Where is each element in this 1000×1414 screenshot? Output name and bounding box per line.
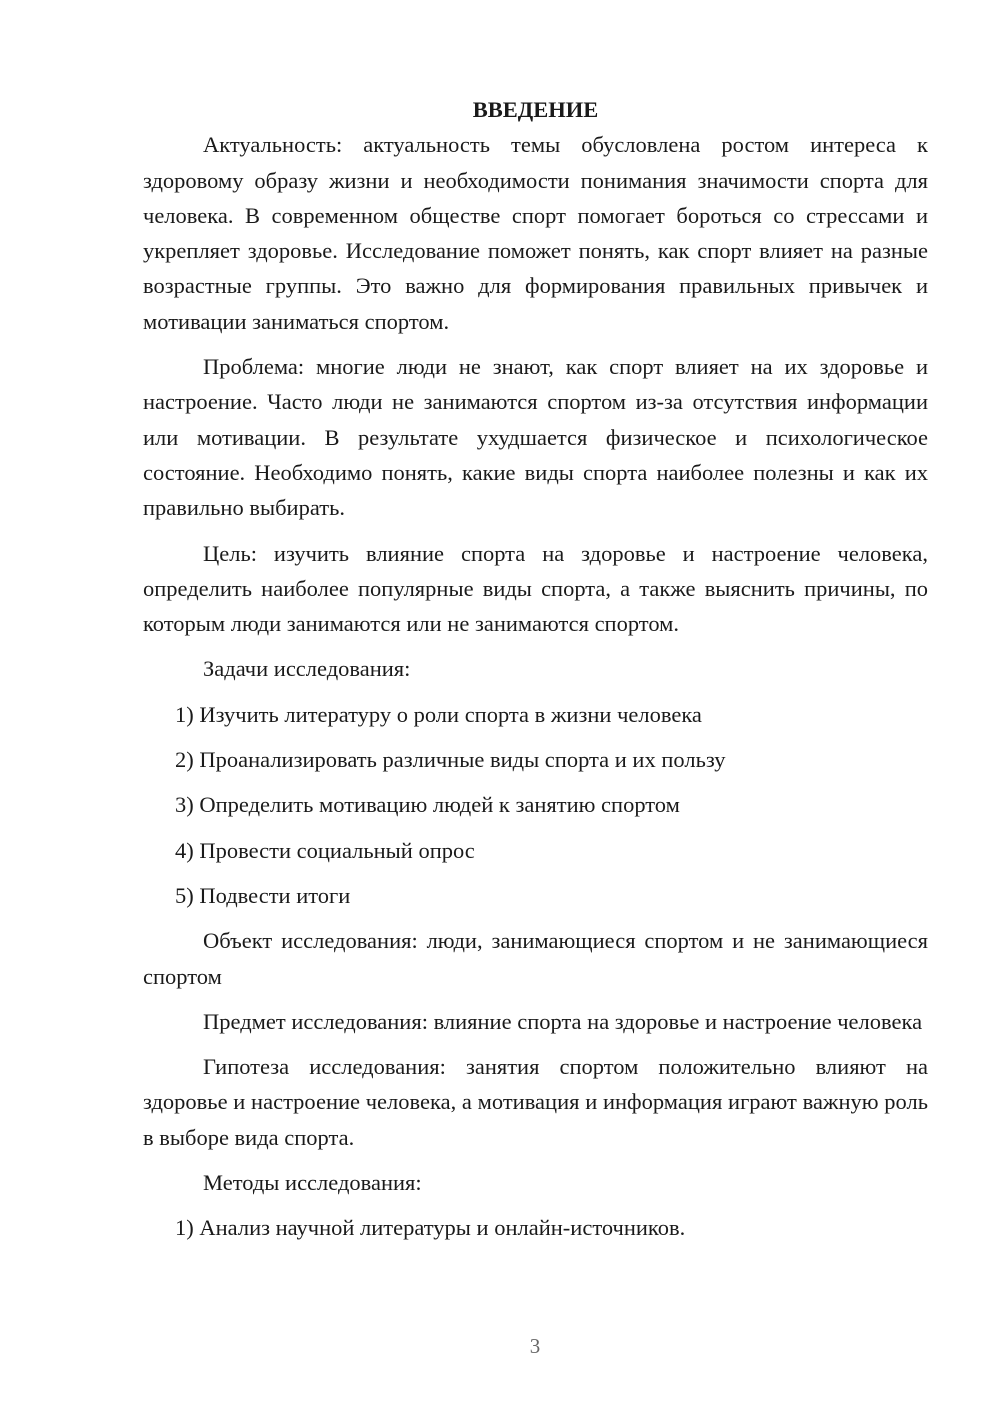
list-item: 5) Подвести итоги <box>175 882 351 908</box>
paragraph-relevance: Актуальность: актуальность темы обусловлена ростом интереса к здоровому образу жизни и необходимости понимания значимости спорта для человека. В современном обществе спорт помогает бороться со стрессами и укрепляет здоровье. Исследование поможет понять, как спорт влияет на разные возрастные группы. Это важно для формирования правильных привычек и мотивации заниматься спортом. <box>143 132 928 334</box>
list-item: 2) Проанализировать различные виды спорта и их пользу <box>175 747 726 773</box>
methods-heading: Методы исследования: <box>203 1170 422 1196</box>
page-content <box>143 92 928 1256</box>
list-item: 4) Провести социальный опрос <box>175 837 475 863</box>
page-number: 3 <box>529 1334 541 1358</box>
paragraph-hypothesis: Гипотеза исследования: занятия спортом положительно влияют на здоровье и настроение человека, а мотивация и информация играют важную роль в выборе вида спорта. <box>143 1054 928 1150</box>
list-item: 3) Определить мотивацию людей к занятию спортом <box>175 792 680 818</box>
paragraph-goal: Цель: изучить влияние спорта на здоровье и настроение человека, определить наиболее популярные виды спорта, а также выяснить причины, по которым люди занимаются или не занимаются спортом. <box>143 540 928 637</box>
paragraph-subject: Предмет исследования: влияние спорта на здоровье и настроение человека <box>203 1008 923 1034</box>
paragraph-object: Объект исследования: люди, занимающиеся спортом и не занимающиеся спортом <box>143 928 928 989</box>
section-title: ВВЕДЕНИЕ <box>472 97 599 122</box>
tasks-heading: Задачи исследования: <box>203 656 411 682</box>
list-item: 1) Изучить литературу о роли спорта в жизни человека <box>175 701 702 727</box>
list-item: 1) Анализ научной литературы и онлайн-источников. <box>175 1215 686 1241</box>
paragraph-problem: Проблема: многие люди не знают, как спорт влияет на их здоровье и настроение. Часто люди не занимаются спортом из-за отсутствия информации или мотивации. В результате ухудшается физическое и психологическое состояние. Необходимо понять, какие виды спорта наиболее полезны и как их правильно выбирать. <box>143 354 928 521</box>
